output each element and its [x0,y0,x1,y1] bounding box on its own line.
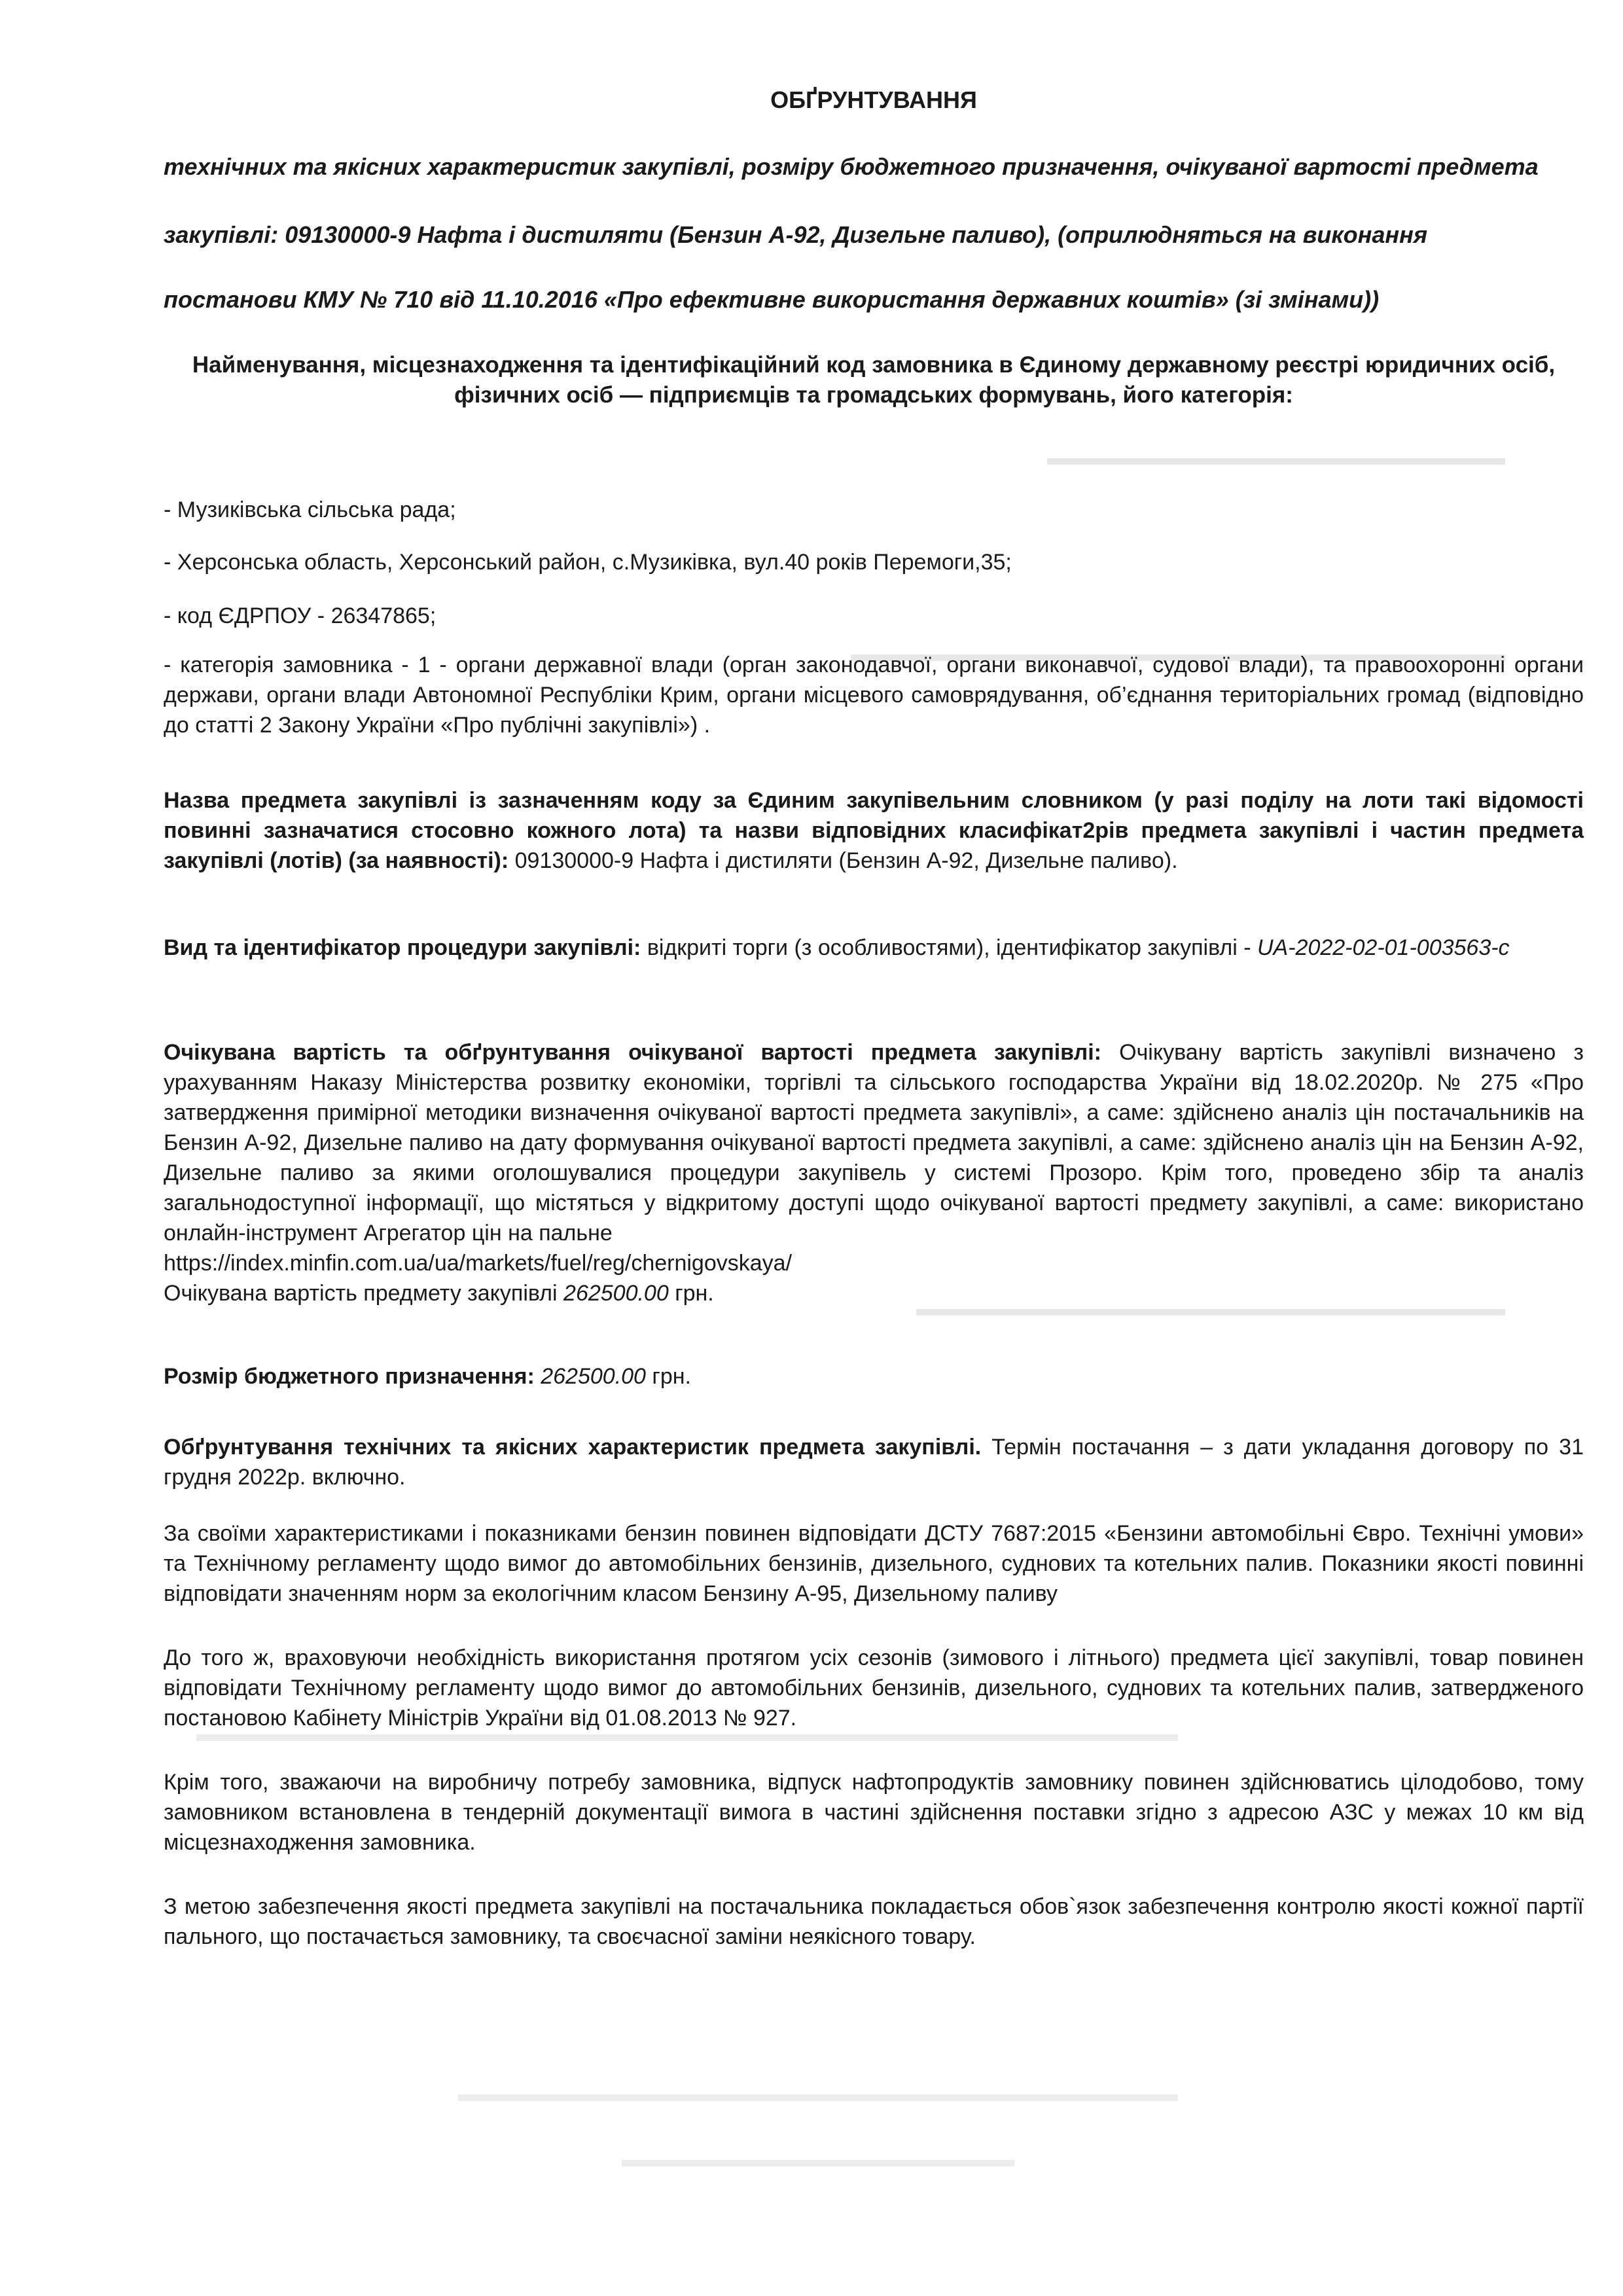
standards-paragraph: За своїми характеристиками і показниками бензин повинен відповідати ДСТУ 7687:2015 «Бензини автомобільні Євро. Технічні умови» та Технічному регламенту щодо вимог до автомобільних бензинів, дизельного, суднових та котельних палив. Показники якості повинні відповідати значенням норм за екологічним класом Бензину А-95, Дизельному паливу [164,1521,1584,1606]
budget-label: Розмір бюджетного призначення: [164,1364,535,1389]
budget-value: 262500.00 [541,1364,646,1389]
fuel-aggregator-link[interactable]: https://index.minfin.com.ua/ua/markets/fuel/reg/chernigovskaya/ [164,1251,793,1276]
customer-category: - категорія замовника - 1 - органи державної влади (орган законодавчої, органи виконавчої, судової влади), та правоохоронні органи держави, органи влади Автономної Республіки Крим, органи місцевого самоврядування, об’єднання територіальних громад (відповідно до статті 2 Закону України «Про публічні закупівлі») . [164,653,1584,738]
subject-label: Назва предмета закупівлі із зазначенням коду за Єдиним закупівельним словником (у разі поділу на лоти такі відомості повинні зазначатися стосовно кожного лота) та назви відповідних класифікат2рів предмета закупівлі і частин предмета закупівлі (лотів) (за наявності): [164,788,1584,873]
technical-label: Обґрунтування технічних та якісних характеристик предмета закупівлі. [164,1435,982,1460]
customer-name: - Музиківська сільська рада; [164,497,456,522]
expected-cost-unit: грн. [668,1281,714,1306]
document-title: ОБҐРУНТУВАННЯ [770,86,977,113]
technical-paragraph [164,1432,1584,1492]
expected-cost-paragraph [164,1037,1584,1308]
quality-paragraph: З метою забезпечення якості предмета закупівлі на постачальника покладається обов`язок забезпечення контролю якості кожної партії пального, що постачається замовнику, та своєчасної заміни неякісного товару. [164,1894,1584,1949]
expected-cost-label: Очікувана вартість та обґрунтування очікуваної вартості предмета закупівлі: [164,1040,1101,1065]
subtitle-line-3: постанови КМУ № 710 від 11.10.2016 «Про ефективне використання державних коштів» (зі змінами)) [164,286,1380,313]
procedure-paragraph [164,933,1584,963]
subtitle-line-2: закупівлі: 09130000-9 Нафта і дистиляти (Бензин А-92, Дизельне паливо), (оприлюдняться на виконання [164,221,1428,248]
subtitle-line-1: технічних та якісних характеристик закупівлі, розміру бюджетного призначення, очікуваної вартості предмета [164,153,1539,180]
procedure-value: відкриті торги (з особливостями), ідентифікатор закупівлі - [641,935,1257,960]
technical-text: Термін постачання – з дати укладання договору по 31 грудня 2022р. включно. [164,1435,1584,1490]
seasons-paragraph: До того ж, враховуючи необхідність використання протягом усіх сезонів (зимового і літнього) предмета цієї закупівлі, товар повинен відповідати Технічному регламенту щодо вимог до автомобільних бензинів, дизельного, суднових та котельних палив, затвердженого постановою Кабінету Міністрів України від 01.08.2013 № 927. [164,1645,1584,1731]
procedure-id: UA-2022-02-01-003563-c [1257,935,1510,960]
expected-cost-label-2: Очікувана вартість предмету закупівлі [164,1281,564,1306]
subject-value: 09130000-9 Нафта і дистиляти (Бензин А-92, Дизельне паливо). [508,848,1178,873]
budget-paragraph [164,1361,1584,1391]
procedure-label: Вид та ідентифікатор процедури закупівлі: [164,935,641,960]
customer-address: - Херсонська область, Херсонський район, с.Музиківка, вул.40 років Перемоги,35; [164,550,1012,575]
budget-unit: грн. [645,1364,691,1389]
subject-paragraph [164,785,1584,876]
expected-cost-value: 262500.00 [563,1281,669,1306]
delivery-paragraph: Крім того, зважаючи на виробничу потребу замовника, відпуск нафтопродуктів замовнику повинен здійснюватись цілодобово, тому замовником встановлена в тендерній документації вимога в частині здійснення поставки згідно з адресою АЗС у межах 10 км від місцезнаходження замовника. [164,1770,1584,1855]
expected-cost-text: Очікувану вартість закупівлі визначено з урахуванням Наказу Міністерства розвитку економіки, торгівлі та сільського господарства України від 18.02.2020р. № 275 «Про затвердження примірної методики визначення очікуваної вартості предмета закупівлі», а саме: здійснено аналіз цін постачальників на Бензин А-92, Дизельне паливо на дату формування очікуваної вартості предмета закупівлі, а саме: здійснено аналіз цін на Бензин А-92, Дизельне паливо за якими оголошувалися процедури закупівель у системі Прозоро. Крім того, проведено збір та аналіз загальнодоступної інформації, що містяться у відкритому доступі щодо очікуваної вартості предмету закупівлі, а саме: використано онлайн-інструмент Агрегатор цін на пальне [164,1040,1584,1246]
customer-heading: Найменування, місцезнаходження та ідентифікаційний код замовника в Єдиному державному реєстрі юридичних осіб, фізичних осіб — підприємців та громадських формувань, його категорія: [192,352,1556,408]
customer-code: - код ЄДРПОУ - 26347865; [164,603,437,628]
